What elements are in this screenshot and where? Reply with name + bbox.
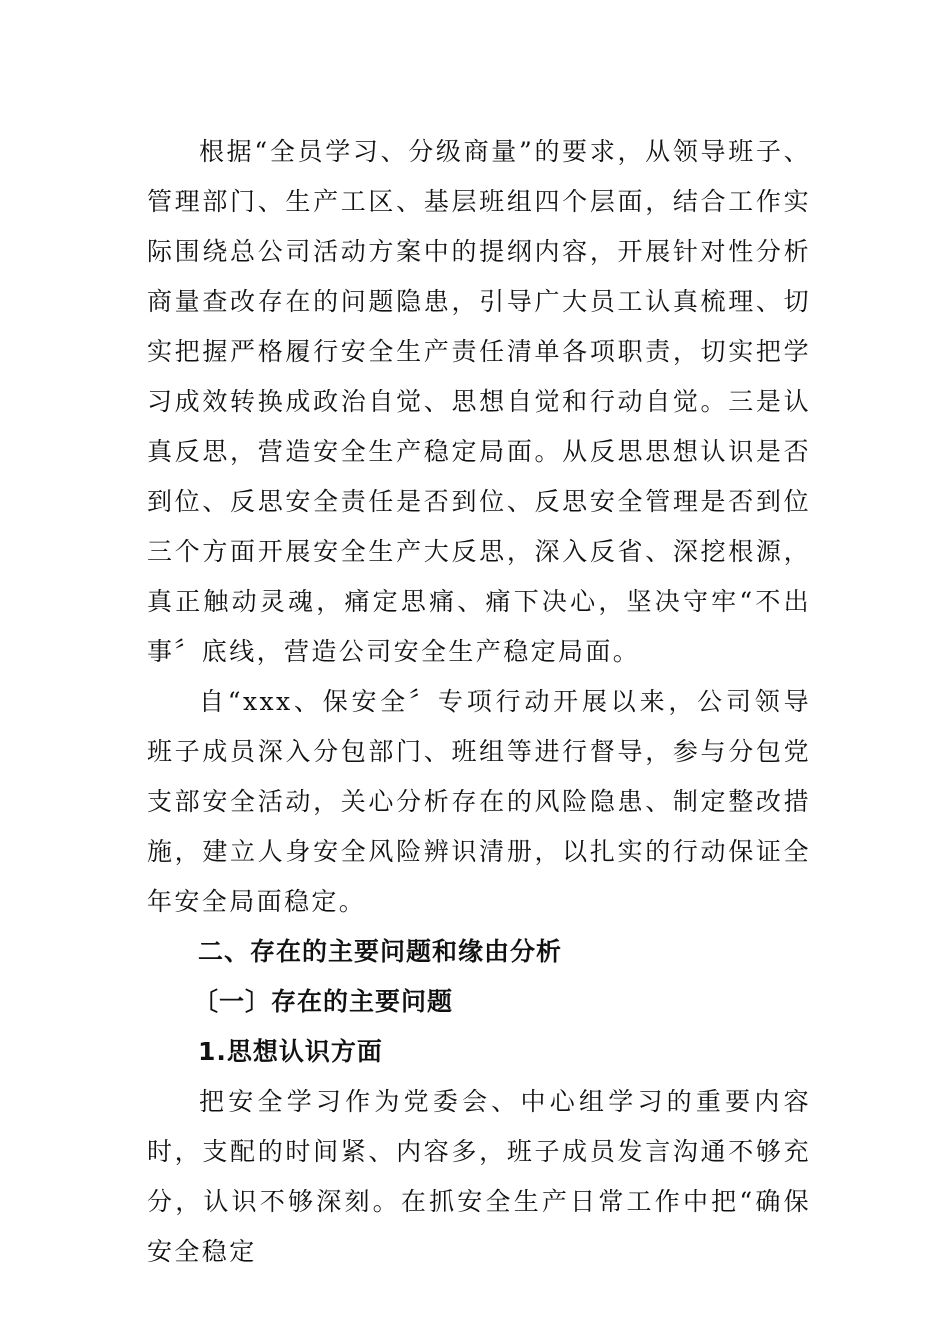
section-heading: 二、存在的主要问题和缘由分析: [198, 937, 563, 966]
body-paragraph-1: 根据“全员学习、分级商量”的要求，从领导班子、管理部门、生产工区、基层班组四个层面，结合工作实际围绕总公司活动方案中的提纲内容，开展针对性分析商量查改存在的问题隐患，引导广大员工认真梳理、切实把握严格履行安全生产责任清单各项职责，切实把学习成效转换成政治自觉、思想自觉和行动自觉。三是认真反思，营造安全生产稳定局面。从反思思想认识是否到位、反思安全责任是否到位、反思安全管理是否到位三个方面开展安全生产大反思，深入反省、深挖根源，真正触动灵魂，痛定思痛、痛下决心，坚决守牢“不出事〞底线，营造公司安全生产稳定局面。: [147, 137, 811, 666]
item-heading: 1.思想认识方面: [198, 1037, 383, 1066]
body-paragraph-3: 把安全学习作为党委会、中心组学习的重要内容时，支配的时间紧、内容多，班子成员发言沟通不够充分，认识不够深刻。在抓安全生产日常工作中把“确保安全稳定: [147, 1087, 811, 1266]
subsection-heading: 〔一〕存在的主要问题: [193, 987, 454, 1016]
body-paragraph-2: 自“xxx、保安全〞专项行动开展以来，公司领导班子成员深入分包部门、班组等进行督导，参与分包党支部安全活动，关心分析存在的风险隐患、制定整改措施，建立人身安全风险辨识清册，以扎实的行动保证全年安全局面稳定。: [147, 687, 811, 916]
